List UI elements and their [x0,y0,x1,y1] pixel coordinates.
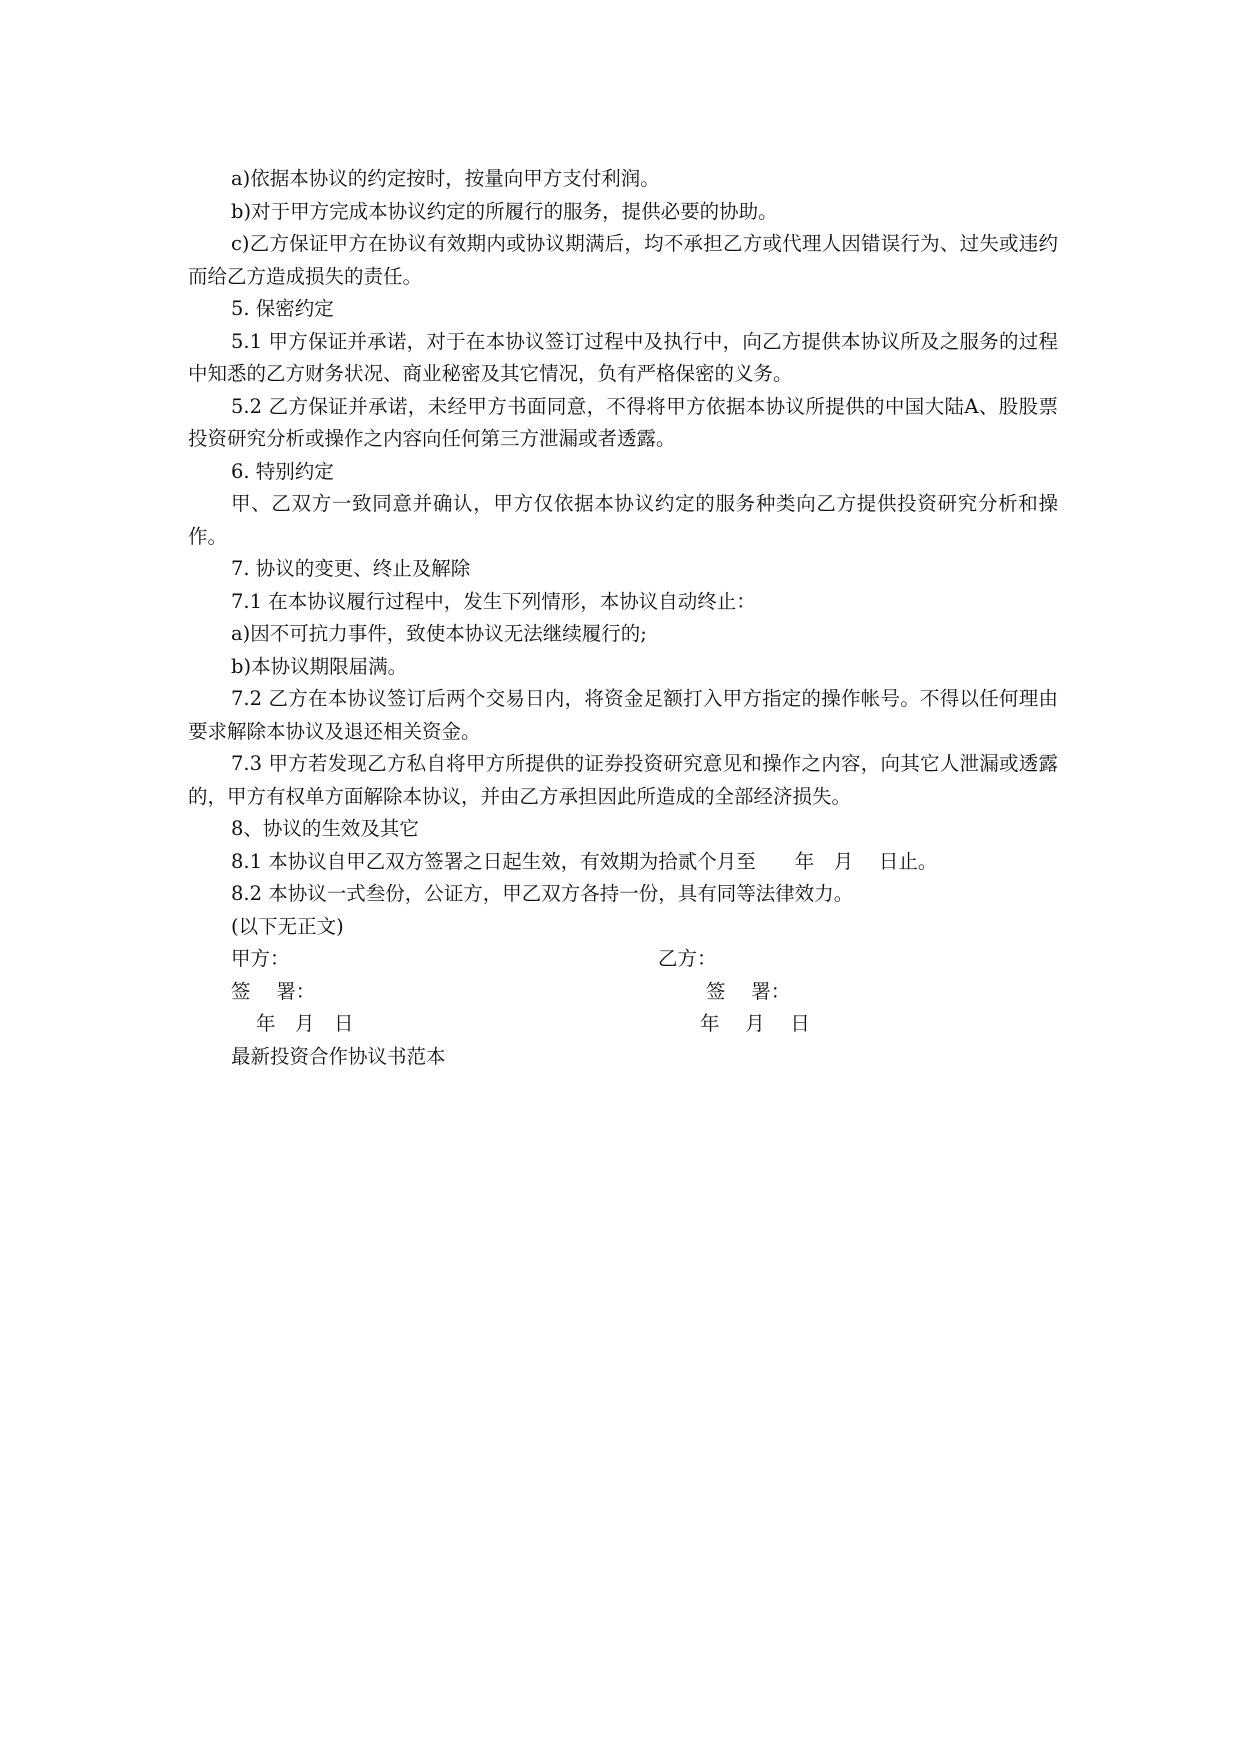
clause-5-1: 5.1 甲方保证并承诺，对于在本协议签订过程中及执行中，向乙方提供本协议所及之服务的过程中知悉的乙方财务状况、商业秘密及其它情况，负有严格保密的义务。 [188,329,1058,385]
paragraph-b-assist: b)对于甲方完成本协议约定的所履行的服务，提供必要的协助。 [231,199,778,223]
party-b-label: 乙方： [658,947,717,970]
section-5-heading: 5. 保密约定 [231,297,334,320]
no-further-text: (以下无正文) [231,914,344,938]
clause-6-body: 甲、乙双方一致同意并确认，甲方仅依据本协议约定的服务种类向乙方提供投资研究分析和操作。 [188,492,1058,548]
party-row [188,943,1058,976]
clause-5-2: 5.2 乙方保证并承诺，未经甲方书面同意，不得将甲方依据本协议所提供的中国大陆A、股股票投资研究分析或操作之内容向任何第三方泄漏或者透露。 [188,394,1058,450]
document-page [188,163,1058,1073]
clause-7-1-a: a)因不可抗力事件，致使本协议无法继续履行的; [231,622,647,645]
paragraph-a-pay-profit: a)依据本协议的约定按时，按量向甲方支付利润。 [231,167,660,190]
party-b-date: 年 月 日 [700,1012,810,1035]
clause-7-1-b: b)本协议期限届满。 [231,654,408,678]
section-7-heading: 7. 协议的变更、终止及解除 [231,557,471,580]
date-row [188,1008,1058,1041]
party-a-label: 甲方： [231,947,290,970]
party-a-date: 年 月 日 [256,1012,354,1035]
clause-7-2: 7.2 乙方在本协议签订后两个交易日内，将资金足额打入甲方指定的操作帐号。不得以任何理由要求解除本协议及退还相关资金。 [188,687,1058,743]
clause-8-1: 8.1 本协议自甲乙双方签署之日起生效，有效期为拾贰个月至 年 月 日止。 [231,849,938,873]
section-6-heading: 6. 特别约定 [231,459,334,483]
clause-7-1: 7.1 在本协议履行过程中，发生下列情形，本协议自动终止： [231,589,756,613]
party-b-sign-label: 签 署： [706,979,791,1003]
party-a-sign-label: 签 署： [231,979,316,1003]
clause-8-2: 8.2 本协议一式叁份，公证方，甲乙双方各持一份，具有同等法律效力。 [231,882,854,905]
footer-title: 最新投资合作协议书范本 [231,1044,446,1068]
sign-row [188,976,1058,1009]
section-8-heading: 8、协议的生效及其它 [231,817,419,840]
clause-7-3: 7.3 甲方若发现乙方私自将甲方所提供的证券投资研究意见和操作之内容，向其它人泄漏或透露的，甲方有权单方面解除本协议，并由乙方承担因此所造成的全部经济损失。 [188,752,1058,808]
paragraph-c-liability: c)乙方保证甲方在协议有效期内或协议期满后，均不承担乙方或代理人因错误行为、过失或违约而给乙方造成损失的责任。 [188,232,1058,288]
